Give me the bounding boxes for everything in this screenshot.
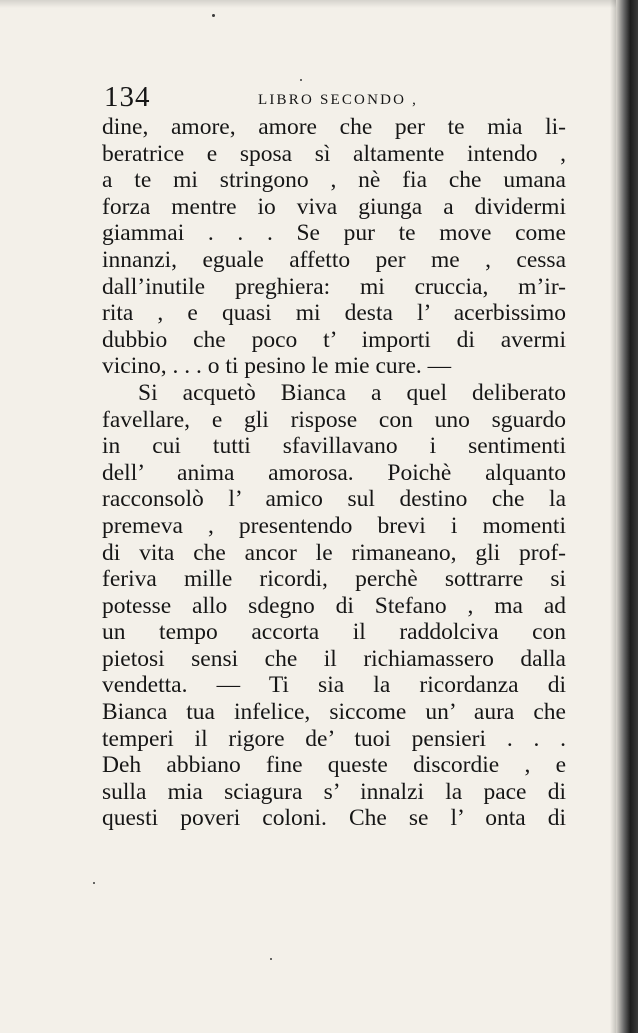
text-line: dubbio che poco t’ importi di avermi — [102, 326, 566, 353]
running-head: LIBRO SECONDO , — [258, 92, 419, 108]
page-header — [104, 80, 564, 116]
text-line: di vita che ancor le rimaneano, gli prof- — [102, 539, 566, 566]
page-top-shadow — [0, 0, 616, 8]
body-text — [102, 114, 566, 832]
ink-speck — [270, 958, 272, 960]
text-line: giammai . . . Se pur te move come — [102, 220, 566, 247]
text-line: pietosi sensi che il richiamassero dalla — [102, 645, 566, 672]
text-line: favellare, e gli rispose con uno sguardo — [102, 406, 566, 433]
page-number: 134 — [104, 81, 151, 113]
text-line: questi poveri coloni. Che se l’ onta di — [102, 805, 566, 832]
text-line: racconsolò l’ amico sul destino che la — [102, 486, 566, 513]
text-line: un tempo accorta il raddolciva con — [102, 619, 566, 646]
text-line: temperi il rigore de’ tuoi pensieri . . . — [102, 725, 566, 752]
text-line: a te mi stringono , nè fia che umana — [102, 167, 566, 194]
text-line: innanzi, eguale affetto per me , cessa — [102, 246, 566, 273]
ink-speck — [300, 79, 302, 81]
text-line: beratrice e sposa sì altamente intendo , — [102, 140, 566, 167]
text-line: sulla mia sciagura s’ innalzi la pace di — [102, 778, 566, 805]
text-line: premeva , presentendo brevi i momenti — [102, 512, 566, 539]
text-line: Deh abbiano fine queste discordie , e — [102, 752, 566, 779]
paragraph-start-line: Si acquetò Bianca a quel deliberato — [138, 379, 566, 406]
text-line: dine, amore, amore che per te mia li- — [102, 114, 566, 140]
text-line: vendetta. — Ti sia la ricordanza di — [102, 672, 566, 699]
paragraph-end-line: vicino, . . . o ti pesino le mie cure. — — [102, 353, 452, 380]
text-line: Bianca tua infelice, siccome un’ aura che — [102, 699, 566, 726]
text-line: dall’inutile preghiera: mi cruccia, m’ir- — [102, 273, 566, 300]
text-line: dell’ anima amorosa. Poichè alquanto — [102, 459, 566, 486]
ink-speck — [212, 14, 215, 17]
text-line: in cui tutti sfavillavano i sentimenti — [102, 433, 566, 460]
text-line: potesse allo sdegno di Stefano , ma ad — [102, 592, 566, 619]
text-line: forza mentre io viva giunga a dividermi — [102, 193, 566, 220]
binding-edge — [616, 0, 638, 1033]
text-line: feriva mille ricordi, perchè sottrarre si — [102, 566, 566, 593]
ink-speck — [93, 882, 95, 884]
text-line: rita , e quasi mi desta l’ acerbissimo — [102, 300, 566, 327]
